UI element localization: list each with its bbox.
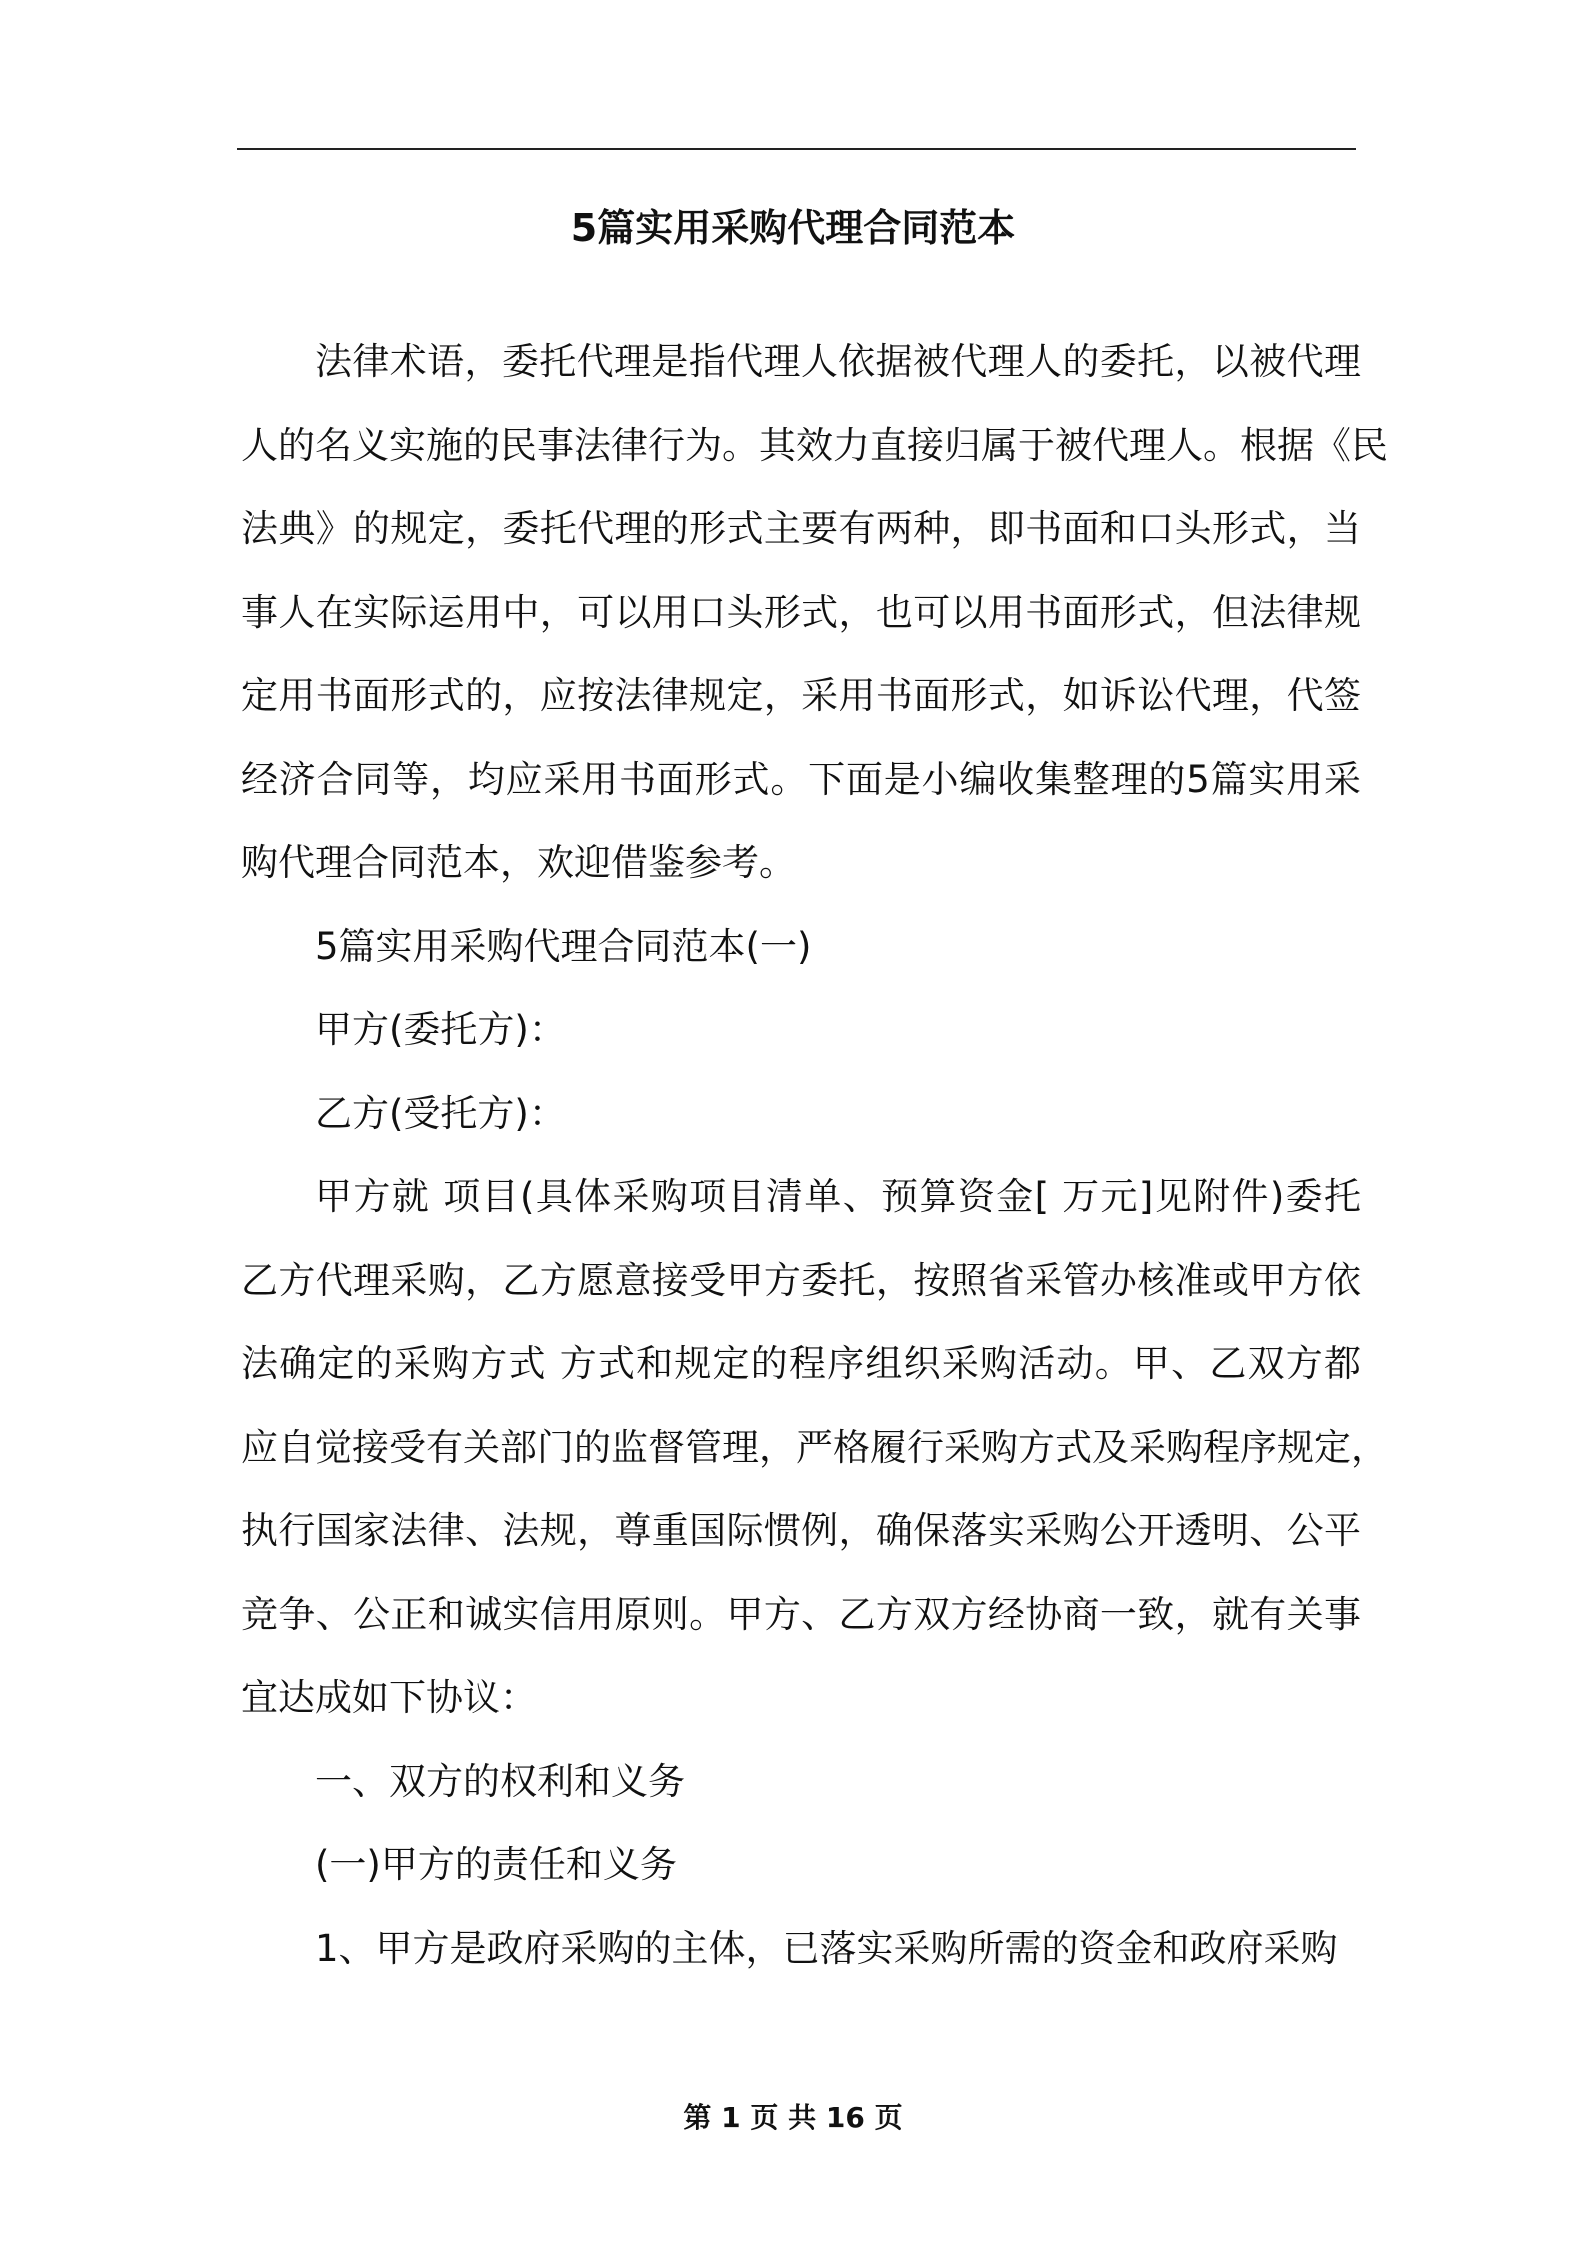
party-a-line: 甲方(委托方)： — [315, 1008, 566, 1051]
intro-line: 法典》的规定，委托代理的形式主要有两种，即书面和口头形式，当 — [241, 507, 1361, 550]
header-rule — [237, 148, 1356, 150]
section-heading: 5篇实用采购代理合同范本(一) — [315, 924, 812, 968]
clause-line: 乙方代理采购，乙方愿意接受甲方委托，按照省采管办核准或甲方依 — [241, 1258, 1361, 1302]
intro-line: 法律术语，委托代理是指代理人依据被代理人的委托，以被代理 — [315, 340, 1361, 383]
clause-line: 应自觉接受有关部门的监督管理，严格履行采购方式及采购程序规定， — [241, 1425, 1388, 1469]
party-b-line: 乙方(受托方)： — [315, 1091, 566, 1135]
intro-paragraph — [241, 320, 1388, 905]
clause-line: 执行国家法律、法规，尊重国际惯例，确保落实采购公开透明、公平 — [241, 1509, 1361, 1552]
clause-paragraph — [241, 1155, 1388, 1740]
intro-line: 经济合同等，均应采用书面形式。下面是小编收集整理的5篇实用采 — [241, 757, 1361, 801]
clause-line: 宜达成如下协议： — [241, 1676, 537, 1719]
intro-line: 人的名义实施的民事法律行为。其效力直接归属于被代理人。根据《民 — [241, 423, 1388, 467]
clause-line: 竞争、公正和诚实信用原则。甲方、乙方双方经协商一致，就有关事 — [241, 1592, 1361, 1636]
item-1: 1、甲方是政府采购的主体，已落实采购所需的资金和政府采购 — [315, 1926, 1338, 1970]
intro-line: 事人在实际运用中，可以用口头形式，也可以用书面形式，但法律规 — [241, 590, 1361, 634]
page-footer: 第 1 页 共 16 页 — [683, 2101, 903, 2134]
intro-line: 定用书面形式的，应按法律规定，采用书面形式，如诉讼代理，代签 — [241, 674, 1361, 717]
heading-rights-obligations: 一、双方的权利和义务 — [315, 1759, 685, 1803]
clause-line: 法确定的采购方式 方式和规定的程序组织采购活动。甲、乙双方都 — [241, 1342, 1361, 1385]
clause-line: 甲方就 项目(具体采购项目清单、预算资金[ 万元]见附件)委托 — [315, 1175, 1361, 1218]
document-body — [241, 320, 1388, 1990]
intro-line: 购代理合同范本，欢迎借鉴参考。 — [241, 841, 796, 884]
document-title: 5篇实用采购代理合同范本 — [570, 206, 1016, 250]
heading-party-a-duties: (一)甲方的责任和义务 — [315, 1843, 677, 1886]
